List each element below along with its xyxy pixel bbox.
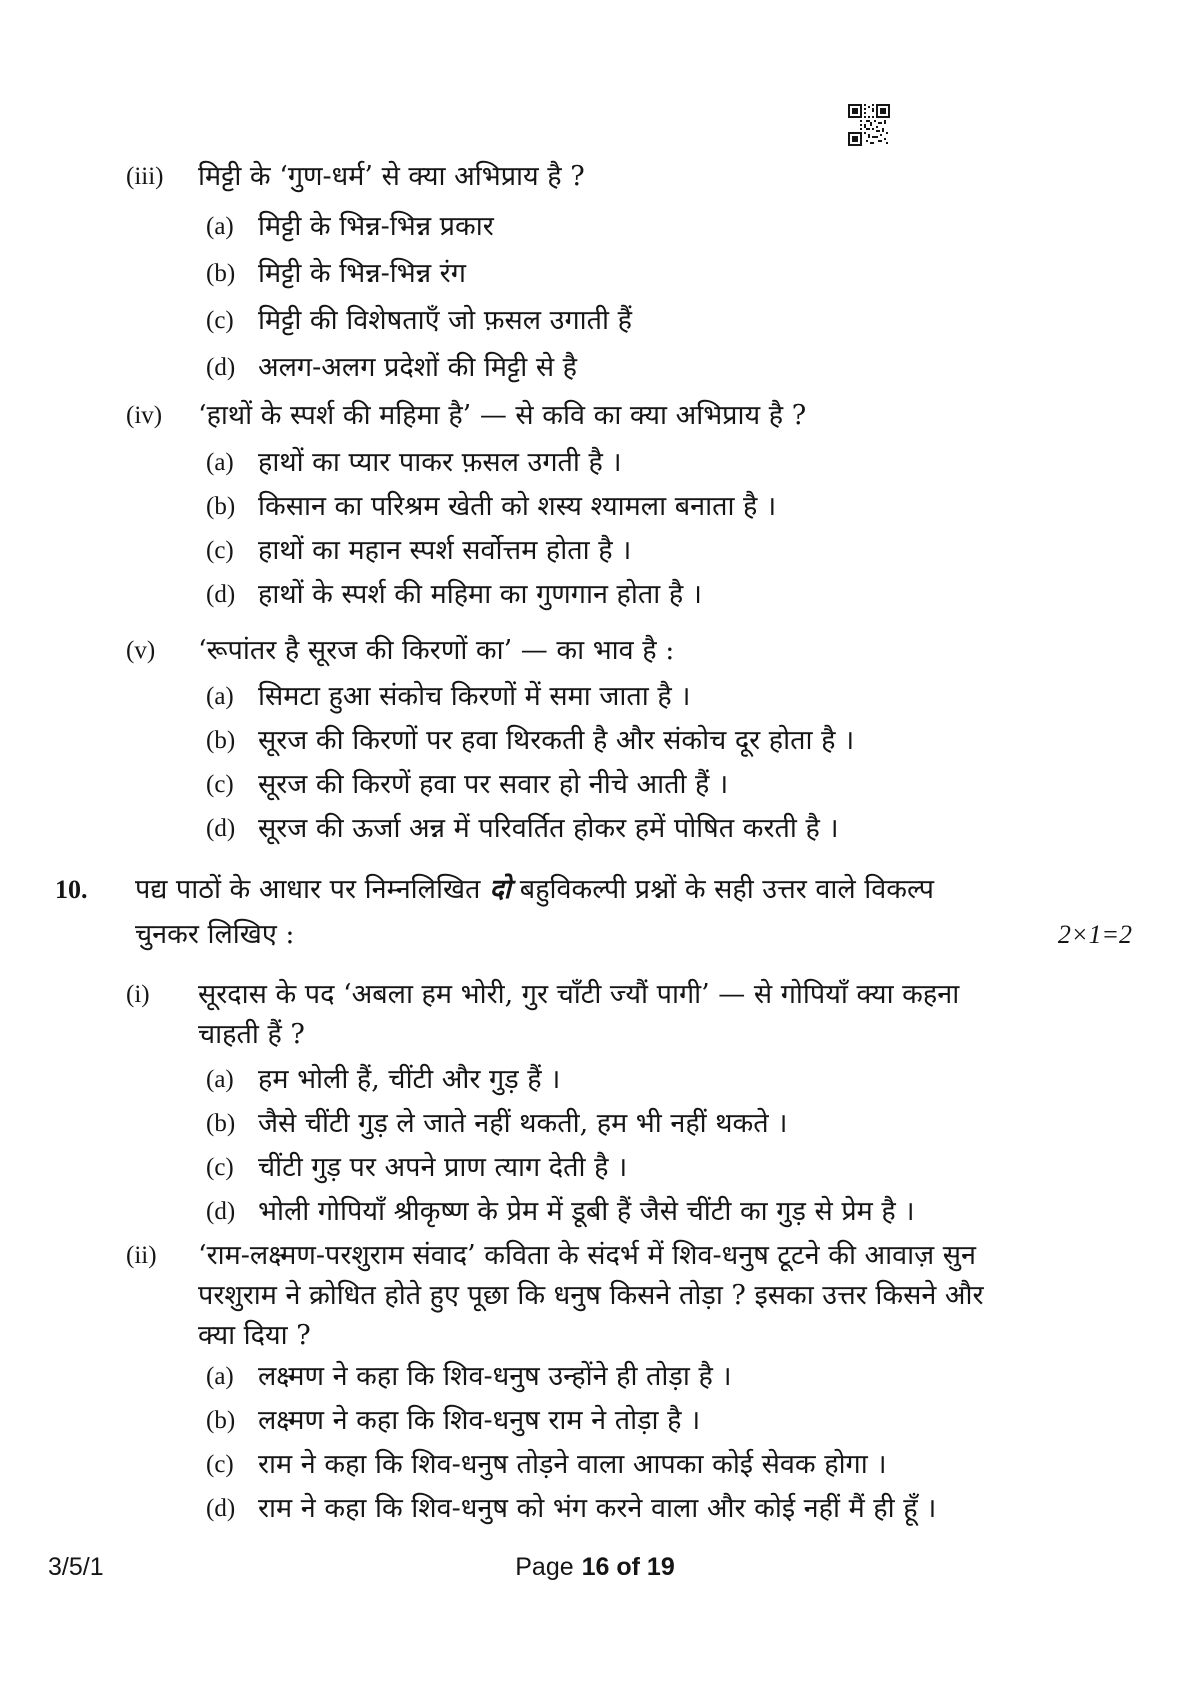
question-10-number: 10.	[55, 875, 88, 904]
question-10-intro: पद्य पाठों के आधार पर निम्नलिखित	[135, 874, 481, 905]
question-ii-line2: परशुराम ने क्रोधित होते हुए पूछा कि धनुष किसने तोड़ा ? इसका उत्तर किसने और	[198, 1280, 984, 1311]
footer-page-numbers: 16 of 19	[581, 1553, 675, 1581]
option-row	[0, 575, 1190, 615]
option-text: सूरज की किरणों पर हवा थिरकती है और संकोच दूर होता है ।	[258, 725, 855, 756]
page-footer	[0, 1552, 1190, 1582]
option-letter: (b)	[206, 1110, 236, 1137]
question-i	[0, 975, 1190, 1232]
question-iv-options	[0, 443, 1190, 615]
option-row	[0, 301, 1190, 341]
option-row	[0, 207, 1190, 247]
option-text: चींटी गुड़ पर अपने प्राण त्याग देती है ।	[258, 1152, 628, 1183]
option-letter: (c)	[206, 1154, 234, 1181]
question-ii-options	[0, 1357, 1190, 1529]
question-10-intro-rest: बहुविकल्पी प्रश्नों के सही उत्तर वाले विकल्प	[519, 874, 934, 905]
question-ii	[0, 1236, 1190, 1529]
question-i-line2: चाहती हैं ?	[198, 1019, 305, 1050]
option-row	[0, 1060, 1190, 1100]
question-10	[0, 867, 1190, 957]
question-i-options	[0, 1060, 1190, 1232]
option-text: हाथों का प्यार पाकर फ़सल उगती है ।	[258, 447, 622, 478]
option-text: हाथों के स्पर्श की महिमा का गुणगान होता है ।	[258, 579, 703, 610]
option-row	[0, 809, 1190, 849]
option-text: मिट्टी की विशेषताएँ जो फ़सल उगाती हैं	[258, 305, 632, 336]
option-row	[0, 531, 1190, 571]
question-ii-line3: क्या दिया ?	[198, 1320, 311, 1351]
option-row	[0, 1192, 1190, 1232]
option-text: राम ने कहा कि शिव-धनुष को भंग करने वाला और कोई नहीं मैं ही हूँ ।	[258, 1493, 937, 1524]
option-letter: (d)	[206, 1495, 236, 1522]
question-iii	[0, 157, 1190, 388]
option-text: सूरज की किरणें हवा पर सवार हो नीचे आती हैं ।	[258, 769, 729, 800]
question-v-text: ‘रूपांतर है सूरज की किरणों का’ — का भाव है :	[198, 635, 675, 666]
option-letter: (b)	[206, 260, 236, 287]
option-text: लक्ष्मण ने कहा कि शिव-धनुष राम ने तोड़ा है ।	[258, 1405, 701, 1436]
question-iii-options	[0, 207, 1190, 388]
option-letter: (b)	[206, 493, 236, 520]
question-iii-marker: (iii)	[126, 163, 164, 190]
question-iv-text: ‘हाथों के स्पर्श की महिमा है’ — से कवि का क्या अभिप्राय है ?	[198, 400, 807, 431]
option-letter: (a)	[206, 213, 234, 240]
option-text: राम ने कहा कि शिव-धनुष तोड़ने वाला आपका कोई सेवक होगा ।	[258, 1449, 887, 1480]
option-text: हाथों का महान स्पर्श सर्वोत्तम होता है ।	[258, 535, 632, 566]
option-row	[0, 348, 1190, 388]
option-letter: (c)	[206, 307, 234, 334]
option-letter: (d)	[206, 581, 236, 608]
option-text: मिट्टी के भिन्न-भिन्न रंग	[258, 258, 466, 289]
qr-code-icon	[848, 103, 890, 147]
option-row	[0, 721, 1190, 761]
option-letter: (d)	[206, 1198, 236, 1225]
option-letter: (a)	[206, 683, 234, 710]
question-10-emphasis: दो	[489, 874, 511, 905]
option-letter: (d)	[206, 815, 236, 842]
option-row	[0, 765, 1190, 805]
option-letter: (a)	[206, 1066, 234, 1093]
option-text: अलग-अलग प्रदेशों की मिट्टी से है	[258, 352, 578, 383]
option-text: भोली गोपियाँ श्रीकृष्ण के प्रेम में डूबी हैं जैसे चींटी का गुड़ से प्रेम है ।	[258, 1196, 915, 1227]
option-text: सिमटा हुआ संकोच किरणों में समा जाता है ।	[258, 681, 691, 712]
question-10-instruction: चुनकर लिखिए :	[135, 919, 295, 950]
footer-page-label: Page	[515, 1553, 574, 1581]
question-v-marker: (v)	[126, 637, 156, 664]
option-letter: (a)	[206, 449, 234, 476]
question-v-options	[0, 677, 1190, 849]
question-iv	[0, 396, 1190, 615]
option-letter: (c)	[206, 771, 234, 798]
option-text: मिट्टी के भिन्न-भिन्न प्रकार	[258, 211, 494, 242]
option-letter: (a)	[206, 1363, 234, 1390]
question-10-text-line1	[135, 867, 1132, 912]
option-text: हम भोली हैं, चींटी और गुड़ हैं ।	[258, 1064, 561, 1095]
option-text: सूरज की ऊर्जा अन्न में परिवर्तित होकर हमें पोषित करती है ।	[258, 813, 839, 844]
option-row	[0, 254, 1190, 294]
footer-paper-code: 3/5/1	[48, 1553, 104, 1581]
footer-page-info	[0, 1552, 1190, 1582]
question-iii-text: मिट्टी के ‘गुण-धर्म’ से क्या अभिप्राय है ?	[198, 161, 585, 192]
option-row	[0, 1401, 1190, 1441]
option-text: लक्ष्मण ने कहा कि शिव-धनुष उन्होंने ही तोड़ा है ।	[258, 1361, 732, 1392]
option-letter: (c)	[206, 1451, 234, 1478]
question-v	[0, 631, 1190, 849]
option-row	[0, 443, 1190, 483]
question-iv-marker: (iv)	[126, 402, 163, 429]
option-row	[0, 1104, 1190, 1144]
option-row	[0, 1489, 1190, 1529]
option-text: किसान का परिश्रम खेती को शस्य श्यामला बनाता है ।	[258, 491, 777, 522]
option-text: जैसे चींटी गुड़ ले जाते नहीं थकती, हम भी नहीं थकते ।	[258, 1108, 788, 1139]
option-row	[0, 1148, 1190, 1188]
option-letter: (d)	[206, 354, 236, 381]
question-i-line1: सूरदास के पद ‘अबला हम भोरी, गुर चाँटी ज्यौं पागी’ — से गोपियाँ क्या कहना	[198, 979, 960, 1010]
question-ii-line1: ‘राम-लक्ष्मण-परशुराम संवाद’ कविता के संदर्भ में शिव-धनुष टूटने की आवाज़ सुन	[198, 1240, 976, 1271]
option-row	[0, 1445, 1190, 1485]
question-10-text-line2	[135, 912, 1132, 957]
question-i-text	[198, 975, 1050, 1055]
question-i-marker: (i)	[126, 981, 150, 1008]
option-letter: (b)	[206, 727, 236, 754]
option-row	[0, 487, 1190, 527]
question-ii-marker: (ii)	[126, 1242, 157, 1269]
option-row	[0, 677, 1190, 717]
question-ii-text	[198, 1236, 1050, 1356]
option-letter: (b)	[206, 1407, 236, 1434]
option-letter: (c)	[206, 537, 234, 564]
marks-value: 2×1=2	[1057, 920, 1132, 949]
option-row	[0, 1357, 1190, 1397]
